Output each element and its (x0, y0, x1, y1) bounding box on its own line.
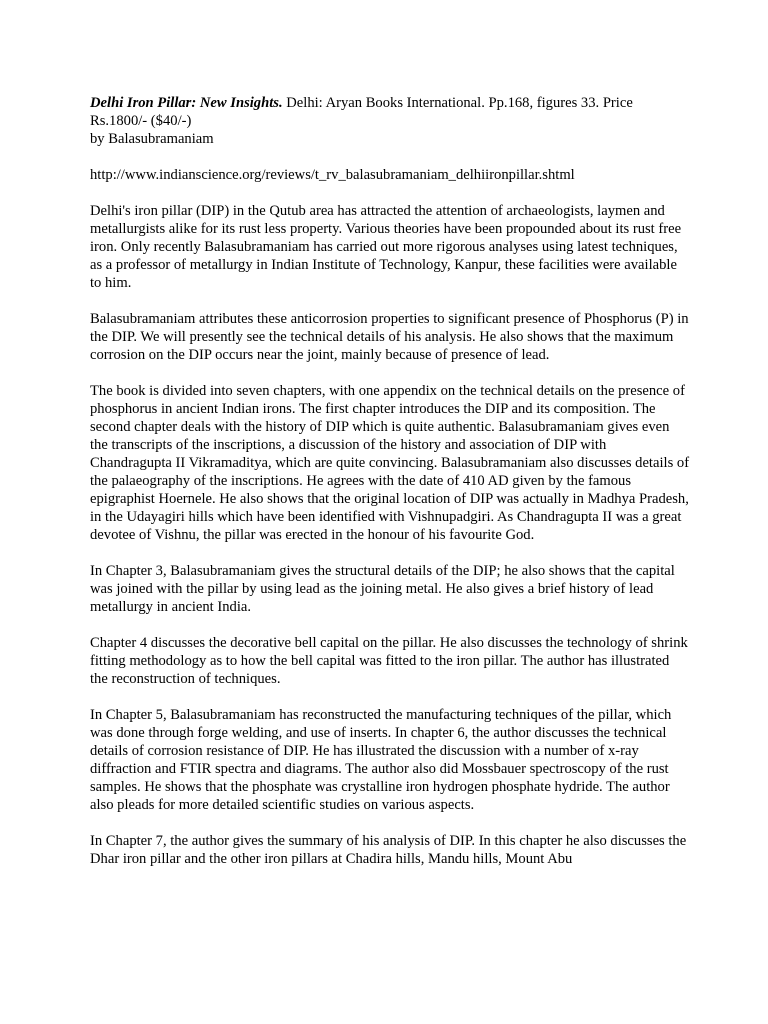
paragraph-intro: Delhi's iron pillar (DIP) in the Qutub area has attracted the attention of archaeologists, laymen and metallurgists alike for its rust less property. Various theories have been propounded about its rust free iron. Only recently Balasubramaniam has carried out more rigorous analyses using latest techniques, as a professor of metallurgy in Indian Institute of Technology, Kanpur, these facilities were available to him. (90, 203, 682, 291)
paragraph-phosphorus: Balasubramaniam attributes these anticorrosion properties to significant presence of Phosphorus (P) in the DIP. We will presently see the technical details of his analysis. He also shows that the maximum corrosion on the DIP occurs near the joint, mainly because of presence of lead. (90, 311, 689, 363)
book-title: Delhi Iron Pillar: New Insights. (90, 95, 283, 111)
publication-details: Delhi: Aryan Books International. Pp.168, figures 33. Price Rs.1800/- ($40/-) (90, 95, 633, 129)
document-page (90, 94, 690, 886)
paragraph-chapter-3: In Chapter 3, Balasubramaniam gives the structural details of the DIP; he also shows that the capital was joined with the pillar by using lead as the joining metal. He also gives a brief history of lead metallurgy in ancient India. (90, 563, 675, 615)
paragraph-chapters-overview: The book is divided into seven chapters, with one appendix on the technical details on the presence of phosphorus in ancient Indian irons. The first chapter introduces the DIP and its composition. The second chapter deals with the history of DIP which is quite authentic. Balasubramaniam gives even the transcripts of the inscriptions, a discussion of the history and association of DIP with Chandragupta II Vikramaditya, which are quite convincing. Balasubramaniam also discusses details of the palaeography of the inscriptions. He agrees with the date of 410 AD given by the famous epigraphist Hoernele. He also shows that the original location of DIP was actually in Madhya Pradesh, in the Udayagiri hills which have been identified with Vishnupadgiri. As Chandragupta II was a great devotee of Vishnu, the pillar was erected in the honour of his favourite God. (90, 383, 690, 543)
paragraph-chapter-5-6: In Chapter 5, Balasubramaniam has reconstructed the manufacturing techniques of the pillar, which was done through forge welding, and use of inserts. In chapter 6, the author discusses the technical details of corrosion resistance of DIP. He has illustrated the discussion with a number of x-ray diffraction and FTIR spectra and diagrams. The author also did Mossbauer spectroscopy of the rust samples. He shows that the phosphate was crystalline iron hydrogen phosphate hydride. The author also pleads for more detailed scientific studies on various aspects. (90, 707, 672, 813)
paragraph-chapter-4: Chapter 4 discusses the decorative bell capital on the pillar. He also discusses the technology of shrink fitting methodology as to how the bell capital was fitted to the iron pillar. The author has illustrated the reconstruction of techniques. (90, 635, 688, 687)
paragraph-chapter-7: In Chapter 7, the author gives the summary of his analysis of DIP. In this chapter he also discusses the Dhar iron pillar and the other iron pillars at Chadira hills, Mandu hills, Mount Abu (90, 833, 687, 867)
author-line: by Balasubramaniam (90, 131, 214, 147)
citation-header (90, 94, 690, 148)
source-url: http://www.indianscience.org/reviews/t_rv_balasubramaniam_delhiironpillar.shtml (90, 167, 575, 183)
